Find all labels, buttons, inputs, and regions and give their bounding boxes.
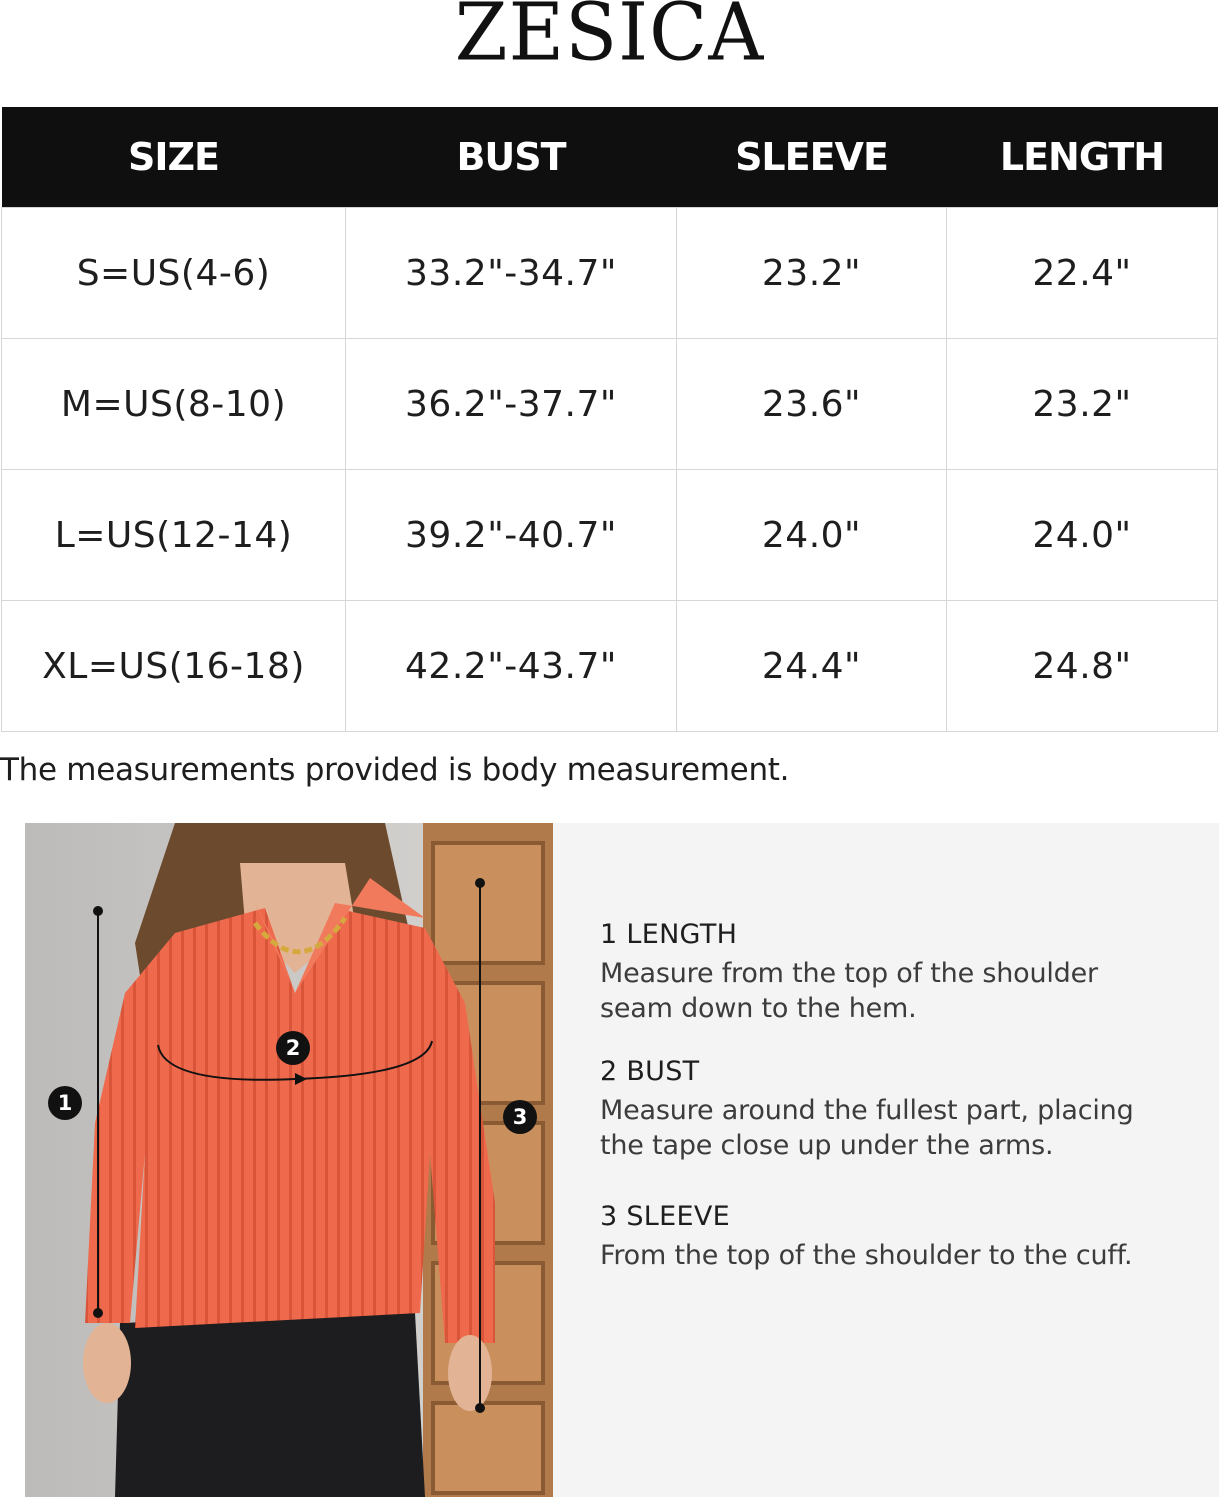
guide-item-desc: From the top of the shoulder to the cuff. <box>600 1240 1133 1271</box>
size-chart-table <box>1 107 1218 732</box>
marker-1-icon: 1 <box>48 1086 82 1120</box>
cell-length: 22.4" <box>947 208 1218 339</box>
cell-length: 24.0" <box>947 470 1218 601</box>
cell-sleeve: 24.4" <box>677 601 947 732</box>
header-bust: BUST <box>346 107 677 208</box>
measurement-guide <box>553 823 1219 1497</box>
cell-sleeve: 23.6" <box>677 339 947 470</box>
cell-size: S=US(4-6) <box>2 208 346 339</box>
brand-logo: ZESICA <box>454 0 765 79</box>
cell-bust: 39.2"-40.7" <box>346 470 677 601</box>
table-row <box>2 339 1218 470</box>
guide-item-desc: Measure from the top of the shoulder <box>600 958 1098 989</box>
cell-length: 23.2" <box>947 339 1218 470</box>
guide-item-desc: Measure around the fullest part, placing <box>600 1095 1134 1126</box>
guide-item-length <box>600 919 1200 1026</box>
model-photo <box>25 823 553 1497</box>
table-header-row <box>2 107 1218 208</box>
header-sleeve: SLEEVE <box>677 107 947 208</box>
cell-sleeve: 24.0" <box>677 470 947 601</box>
guide-item-desc: seam down to the hem. <box>600 993 917 1024</box>
cell-size: XL=US(16-18) <box>2 601 346 732</box>
header-length: LENGTH <box>947 107 1218 208</box>
cell-bust: 33.2"-34.7" <box>346 208 677 339</box>
guide-item-desc: the tape close up under the arms. <box>600 1130 1054 1161</box>
cell-bust: 36.2"-37.7" <box>346 339 677 470</box>
cell-bust: 42.2"-43.7" <box>346 601 677 732</box>
cell-sleeve: 23.2" <box>677 208 947 339</box>
guide-item-sleeve <box>600 1201 1200 1273</box>
guide-item-bust <box>600 1056 1200 1163</box>
measurement-note: The measurements provided is body measurement. <box>0 752 790 788</box>
table-row <box>2 208 1218 339</box>
guide-item-title: 3 SLEEVE <box>600 1201 730 1232</box>
table-row <box>2 470 1218 601</box>
cell-size: L=US(12-14) <box>2 470 346 601</box>
header-size: SIZE <box>2 107 346 208</box>
guide-item-title: 1 LENGTH <box>600 919 738 950</box>
marker-3-icon: 3 <box>503 1100 537 1134</box>
cell-length: 24.8" <box>947 601 1218 732</box>
table-row <box>2 601 1218 732</box>
guide-item-title: 2 BUST <box>600 1056 700 1087</box>
cell-size: M=US(8-10) <box>2 339 346 470</box>
marker-2-icon: 2 <box>276 1031 310 1065</box>
